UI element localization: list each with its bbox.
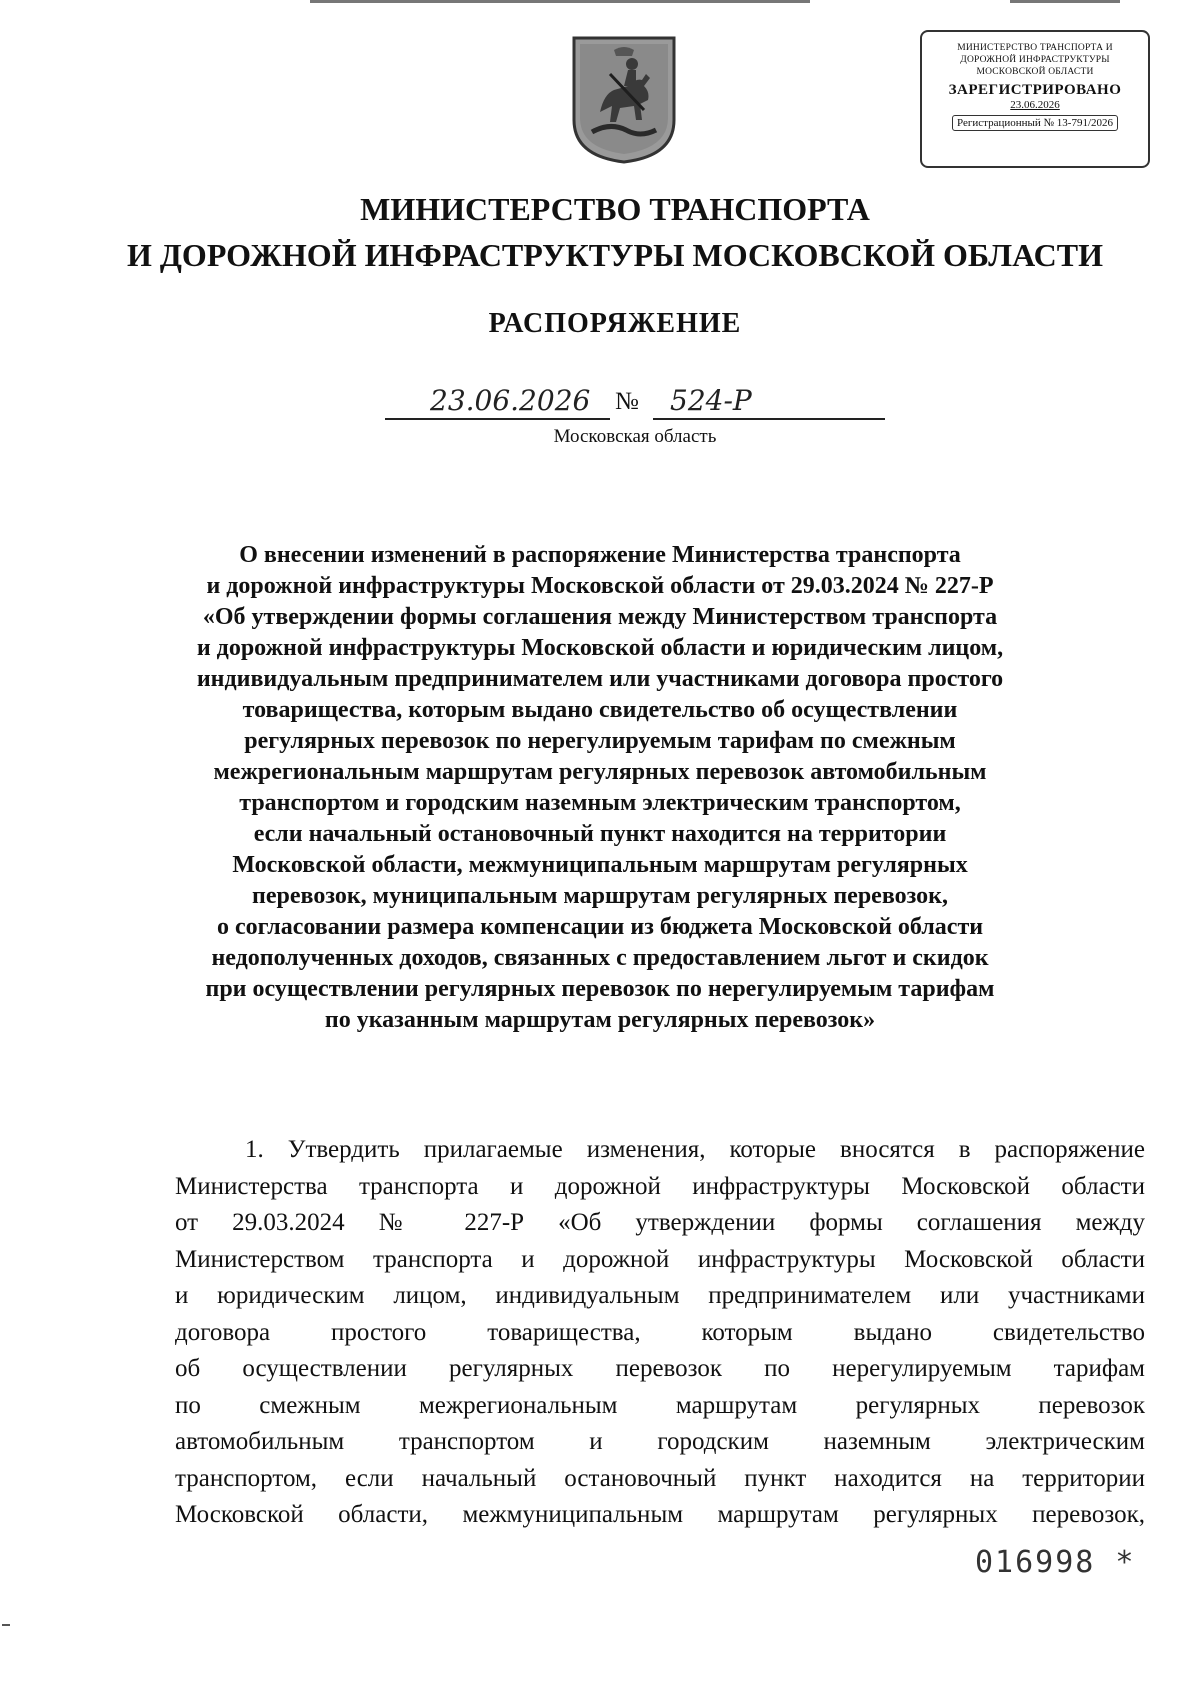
scan-margin-mark — [2, 1624, 10, 1626]
body-text-line: 1. Утвердить прилагаемые изменения, которые вносятся в распоряжение — [245, 1136, 1145, 1163]
document-subject — [150, 540, 1050, 1036]
subject-line: товарищества, которым выдано свидетельство об осуществлении — [242, 697, 958, 723]
body-text-line: транспортом, если начальный остановочный пункт находится на территории — [175, 1464, 1145, 1492]
stamp-org-line: ДОРОЖНОЙ ИНФРАСТРУКТУРЫ — [960, 55, 1110, 65]
document-body — [175, 1132, 1145, 1534]
subject-line: о согласовании размера компенсации из бюджета Московской области — [216, 914, 984, 940]
stamp-org-line: МОСКОВСКОЙ ОБЛАСТИ — [976, 67, 1094, 77]
body-text-line: и юридическим лицом, индивидуальным предпринимателем или участниками — [175, 1282, 1145, 1309]
date-underline — [385, 418, 610, 420]
scan-edge-line — [310, 0, 810, 3]
stamp-org-line: МИНИСТЕРСТВО ТРАНСПОРТА И — [957, 43, 1113, 53]
body-text-line: Министерства транспорта и дорожной инфраструктуры Московской области — [175, 1172, 1145, 1200]
registration-stamp — [920, 30, 1150, 168]
subject-line: перевозок, муниципальным маршрутам регулярных перевозок, — [252, 883, 948, 909]
body-text-line: по смежным межрегиональным маршрутам регулярных перевозок — [175, 1391, 1145, 1419]
form-serial-code: 016998 * — [975, 1545, 1136, 1580]
subject-line: при осуществлении регулярных перевозок по нерегулируемым тарифам — [205, 976, 995, 1002]
body-text-line: договора простого товарищества, которым выдано свидетельство — [175, 1318, 1145, 1346]
subject-line: регулярных перевозок по нерегулируемым тарифам по смежным — [244, 728, 956, 754]
handwritten-date: 23.06.2026 — [430, 384, 591, 417]
body-text-line: Министерством транспорта и дорожной инфраструктуры Московской области — [175, 1245, 1145, 1273]
body-text-line: автомобильным транспортом и городским наземным электрическим — [175, 1428, 1145, 1455]
subject-line: по указанным маршрутам регулярных перевозок» — [324, 1007, 876, 1033]
moscow-region-coat-of-arms-icon — [570, 34, 678, 164]
subject-line: «Об утверждении формы соглашения между Министерством транспорта — [202, 604, 998, 630]
body-text-line: Московской области, межмуниципальным маршрутам регулярных перевозок, — [175, 1501, 1145, 1528]
ministry-title — [60, 186, 1170, 278]
stamp-reg-number: Регистрационный № 13-791/2026 — [952, 115, 1118, 131]
subject-line: транспортом и городским наземным электрическим транспортом, — [239, 790, 961, 816]
place-of-issue: Московская область — [553, 426, 717, 447]
body-text-line: от 29.03.2024 № 227-Р «Об утверждении формы соглашения между — [175, 1209, 1145, 1236]
stamp-status: ЗАРЕГИСТРИРОВАНО — [948, 82, 1122, 98]
document-type: РАСПОРЯЖЕНИЕ — [488, 308, 742, 339]
number-sign: № — [615, 388, 639, 415]
subject-line: Московской области, межмуниципальным маршрутам регулярных — [232, 852, 968, 878]
subject-line: индивидуальным предпринимателем или участниками договора простого — [196, 666, 1004, 692]
stamp-date: 23.06.2026 — [1010, 99, 1060, 111]
subject-line: межрегиональным маршрутам регулярных перевозок автомобильным — [213, 759, 987, 785]
ministry-title-line: МИНИСТЕРСТВО ТРАНСПОРТА — [360, 191, 870, 227]
date-number-line — [385, 382, 885, 422]
body-text-line: об осуществлении регулярных перевозок по нерегулируемым тарифам — [175, 1355, 1145, 1382]
number-underline — [653, 418, 885, 420]
ministry-title-line: И ДОРОЖНОЙ ИНФРАСТРУКТУРЫ МОСКОВСКОЙ ОБЛАСТИ — [127, 237, 1103, 273]
subject-line: недополученных доходов, связанных с предоставлением льгот и скидок — [211, 945, 989, 971]
subject-line: и дорожной инфраструктуры Московской области от 29.03.2024 № 227-Р — [206, 573, 994, 599]
scan-edge-line — [1010, 0, 1120, 3]
subject-line: и дорожной инфраструктуры Московской области и юридическим лицом, — [196, 635, 1004, 661]
subject-line: если начальный остановочный пункт находится на территории — [253, 821, 947, 847]
handwritten-number: 524-Р — [670, 384, 752, 417]
subject-line: О внесении изменений в распоряжение Министерства транспорта — [239, 542, 961, 568]
